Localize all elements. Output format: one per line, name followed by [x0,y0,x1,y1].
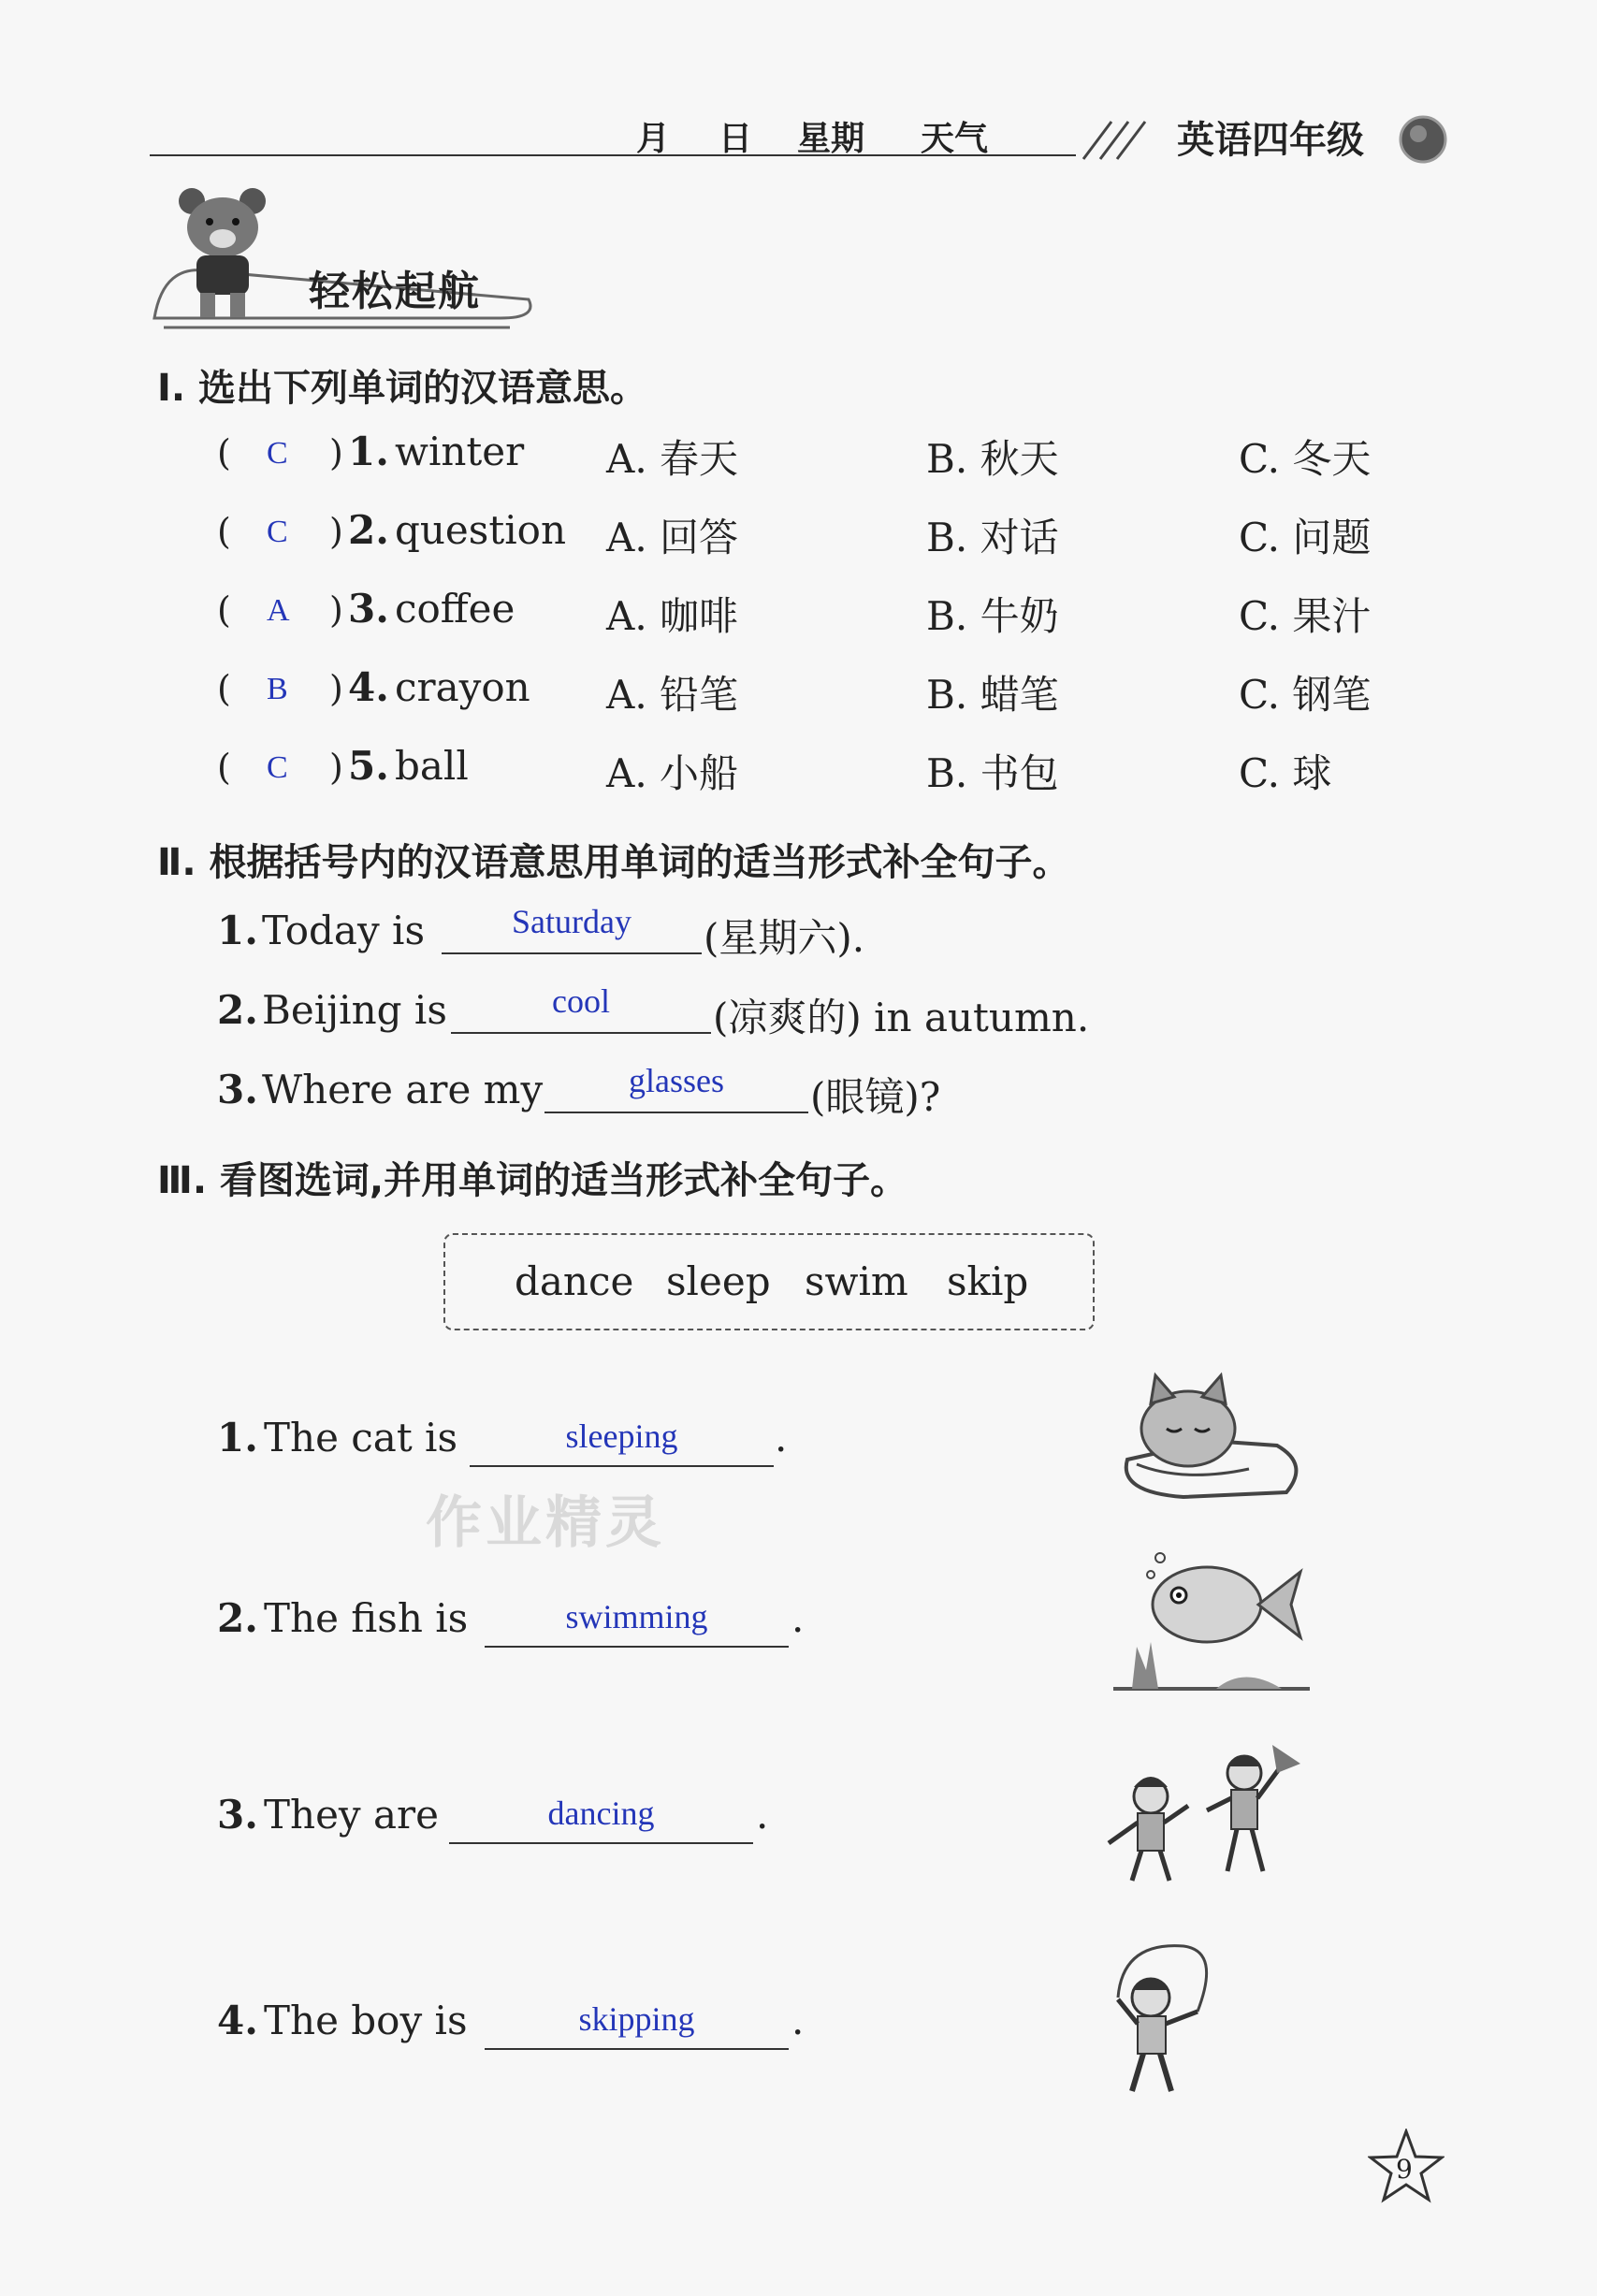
answer-paren-close: ) [329,747,343,788]
option-b: B. 牛奶 [926,593,1059,639]
section-3-title: Ⅲ. 看图选词,并用单词的适当形式补全句子。 [157,1159,908,1202]
option-b: B. 书包 [926,750,1059,796]
question-number: 4. [348,664,389,710]
sentence-number: 2. [217,987,258,1033]
answer-blank [442,952,702,954]
sentence-end: . [775,1415,788,1460]
question-number: 3. [348,586,389,632]
header-month: 月 [636,120,671,158]
word-bank-sleep: sleep [666,1258,771,1304]
sentence-start: Today is [262,908,426,953]
question-number: 5. [348,743,389,789]
answer-choice[interactable]: C [267,515,288,549]
sentence-number: 1. [217,908,258,953]
answer-blank [485,2048,789,2050]
header-day: 日 [719,120,753,158]
option-a: A. 回答 [606,515,739,560]
header-slash-decoration [1074,117,1158,164]
option-c: C. 球 [1239,750,1332,796]
answer-fill[interactable]: glasses [629,1062,724,1099]
watermark: 作业精灵 [426,1490,665,1556]
grade-dot-icon [1398,114,1448,165]
option-a: A. 春天 [606,436,739,482]
answer-paren-close: ) [329,668,343,709]
answer-fill[interactable]: sleeping [565,1417,678,1455]
option-a: A. 铅笔 [606,672,739,718]
sentence-start: The cat is [264,1415,458,1460]
dancing-children-icon [1104,1740,1310,1895]
sentence-number: 2. [217,1595,258,1641]
question-word: coffee [395,586,515,632]
bear-mascot-icon [168,182,281,323]
word-bank-dance: dance [515,1258,634,1304]
question-number: 2. [348,507,389,553]
answer-choice[interactable]: C [267,750,288,785]
answer-paren-open: ( [217,511,231,552]
question-word: question [395,507,566,553]
answer-paren-open: ( [217,432,231,473]
sentence-start: Where are my [262,1067,544,1112]
option-b: B. 秋天 [926,436,1059,482]
swimming-fish-icon [1104,1548,1319,1693]
answer-blank [485,1646,789,1648]
option-a: A. 咖啡 [606,593,739,639]
sentence-end: (眼镜)? [810,1074,941,1120]
sentence-start: The fish is [264,1595,469,1641]
sentence-end: (凉爽的) in autumn. [713,995,1090,1040]
word-bank-skip: skip [947,1258,1029,1304]
answer-fill[interactable]: Saturday [512,903,632,940]
option-c: C. 问题 [1239,515,1372,560]
question-word: crayon [395,664,530,710]
answer-paren-close: ) [329,511,343,552]
answer-choice[interactable]: B [267,672,288,706]
sentence-start: The boy is [264,1998,468,2043]
answer-choice[interactable]: A [267,593,290,628]
question-word: ball [395,743,469,789]
sentence-end: . [791,1595,805,1641]
option-c: C. 冬天 [1239,436,1372,482]
section-2-title: Ⅱ. 根据括号内的汉语意思用单词的适当形式补全句子。 [157,841,1070,884]
question-word: winter [395,429,525,474]
sentence-start: Beijing is [262,987,447,1033]
answer-paren-open: ( [217,668,231,709]
answer-paren-close: ) [329,432,343,473]
option-b: B. 蜡笔 [926,672,1059,718]
sleeping-cat-icon [1109,1371,1310,1511]
answer-paren-open: ( [217,747,231,788]
header-grade: 英语四年级 [1177,119,1364,162]
sentence-start: They are [264,1792,439,1838]
sentence-number: 4. [217,1998,258,2043]
answer-blank [451,1032,711,1034]
option-b: B. 对话 [926,515,1059,560]
answer-paren-open: ( [217,589,231,631]
answer-fill[interactable]: swimming [565,1598,708,1635]
sentence-end: . [791,1998,805,2043]
header-weekday: 星期 [797,120,865,158]
option-a: A. 小船 [606,750,739,796]
option-c: C. 果汁 [1239,593,1372,639]
sentence-end: (星期六). [704,915,865,961]
answer-choice[interactable]: C [267,436,288,471]
header-weather: 天气 [921,120,989,158]
sentence-number: 3. [217,1792,258,1838]
answer-blank [470,1465,774,1467]
answer-blank [449,1842,753,1844]
sentence-number: 3. [217,1067,258,1112]
answer-fill[interactable]: skipping [578,2000,695,2038]
answer-paren-close: ) [329,589,343,631]
answer-fill[interactable]: cool [552,982,610,1020]
word-bank-swim: swim [805,1258,908,1304]
option-c: C. 钢笔 [1239,672,1372,718]
skipping-boy-icon [1104,1941,1226,2105]
sentence-number: 1. [217,1415,258,1460]
section-1-title: Ⅰ. 选出下列单词的汉语意思。 [157,367,648,410]
answer-fill[interactable]: dancing [547,1795,655,1832]
answer-blank [544,1112,808,1113]
question-number: 1. [348,429,389,474]
sentence-end: . [756,1792,769,1838]
banner-title: 轻松起航 [309,268,481,315]
page-number: 9 [1396,2154,1413,2185]
